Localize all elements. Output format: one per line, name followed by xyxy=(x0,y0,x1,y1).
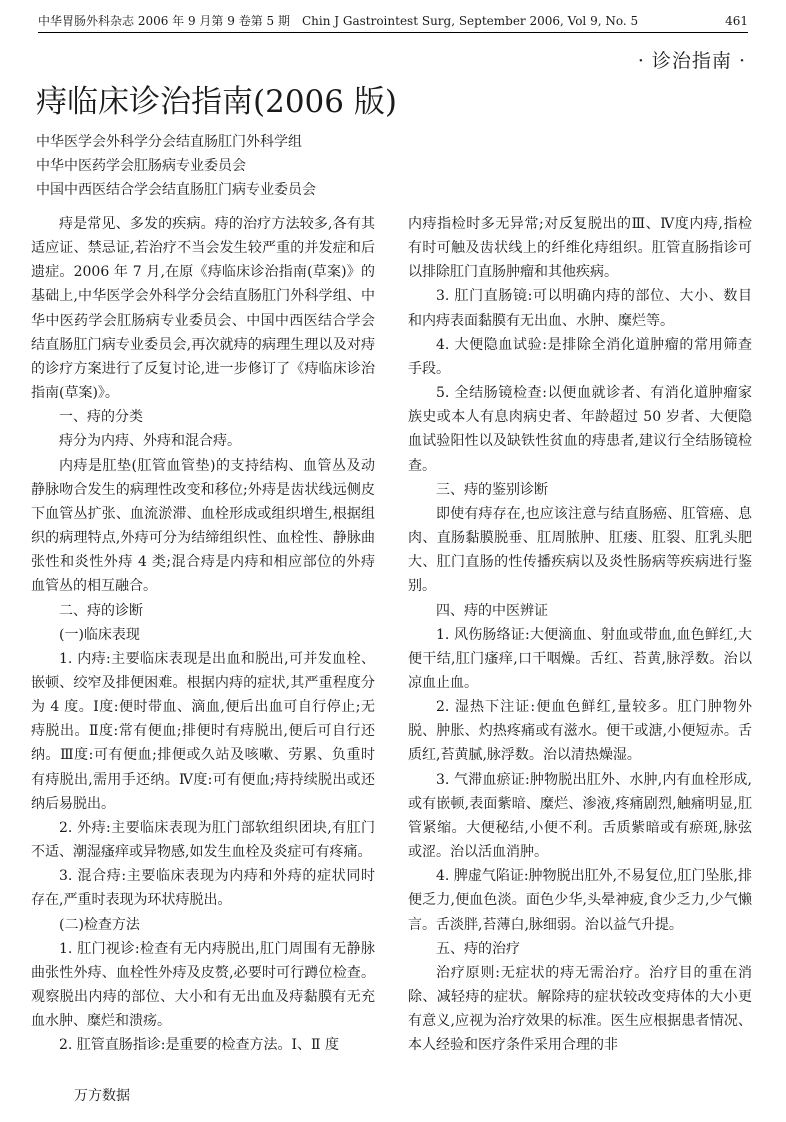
organization: 中国中西医结合学会结直肠肛门病专业委员会 xyxy=(36,182,316,198)
section-heading: 四、痔的中医辨证 xyxy=(436,602,548,619)
paragraph: 4. 脾虚气陷证:肿物脱出肛外,不易复位,肛门坠胀,排便乏力,便血色淡。面色少华,头晕神疲,食少乏力,少气懒言。舌淡胖,苔薄白,脉细弱。治以益气升提。 xyxy=(408,868,752,933)
paragraph: 4. 大便隐血试验:是排除全消化道肿瘤的常用筛查手段。 xyxy=(408,336,752,377)
journal-line: 中华胃肠外科杂志 2006 年 9 月第 9 卷第 5 期 Chin J Gastrointest Surg, September 2006, Vol 9, No. 5 xyxy=(38,14,639,28)
article-title: 痔临床诊治指南(2006 版) xyxy=(36,84,397,120)
paragraph: 5. 全结肠镜检查:以便血就诊者、有消化道肿瘤家族史或本人有息肉病史者、年龄超过 50 岁者、大便隐血试验阳性以及缺铁性贫血的痔患者,建议行全结肠镜检查。 xyxy=(408,385,752,474)
running-head xyxy=(38,10,748,33)
subsection-heading: (一)临床表现 xyxy=(59,626,140,643)
organization: 中华中医药学会肛肠病专业委员会 xyxy=(36,158,246,174)
paragraph: 痔是常见、多发的疾病。痔的治疗方法较多,各有其适应证、禁忌证,若治疗不当会发生较严重的并发症和后遗症。2006 年 7 月,在原《痔临床诊治指南(草案)》的基础上,中华医学会外科学分会结直肠肛门外科学组、中华中医药学会肛肠病专业委员会、中国中西医结合学会结直肠肛门病专业委员会,再次就痔的病理生理以及对痔的诊疗方案进行了反复讨论,进一步修订了《痔临床诊治指南(草案)》。 xyxy=(31,216,375,402)
section-heading: 二、痔的诊断 xyxy=(59,602,143,619)
paragraph: 2. 湿热下注证:便血色鲜红,量较多。肛门肿物外脱、肿胀、灼热疼痛或有滋水。便干或溏,小便短赤。舌质红,苔黄腻,脉浮数。治以清热燥湿。 xyxy=(408,699,752,764)
paragraph: 3. 肛门直肠镜:可以明确内痔的部位、大小、数目和内痔表面黏膜有无出血、水肿、糜烂等。 xyxy=(408,288,752,329)
paragraph: 2. 肛管直肠指诊:是重要的检查方法。Ⅰ、Ⅱ 度 xyxy=(59,1037,340,1054)
watermark-footer: 万方数据 xyxy=(74,1088,130,1104)
paragraph: 内痔指检时多无异常;对反复脱出的Ⅲ、Ⅳ度内痔,指检有时可触及齿状线上的纤维化痔组织。肛管直肠指诊可以排除肛门直肠肿瘤和其他疾病。 xyxy=(408,216,752,281)
organization: 中华医学会外科学分会结直肠肛门外科学组 xyxy=(36,134,302,150)
paragraph: 内痔是肛垫(肛管血管垫)的支持结构、血管丛及动静脉吻合发生的病理性改变和移位;外痔是齿状线远侧皮下血管丛扩张、血流淤滞、血栓形成或组织增生,根据组织的病理特点,外痔可分为结缔组织性、血栓性、静脉曲张性和炎性外痔 4 类;混合痔是内痔和相应部位的外痔血管丛的相互融合。 xyxy=(31,457,375,595)
left-column xyxy=(31,212,375,1057)
paragraph: 2. 外痔:主要临床表现为肛门部软组织团块,有肛门不适、潮湿瘙痒或异物感,如发生血栓及炎症可有疼痛。 xyxy=(31,819,375,861)
subsection-heading: (二)检查方法 xyxy=(59,916,140,933)
right-column xyxy=(408,212,752,1057)
paragraph: 1. 风伤肠络证:大便滴血、射血或带血,血色鲜红,大便干结,肛门瘙痒,口干咽燥。舌红、苔黄,脉浮数。治以凉血止血。 xyxy=(408,626,752,691)
section-heading: 三、痔的鉴别诊断 xyxy=(436,481,548,498)
page-number: 461 xyxy=(725,14,748,28)
paragraph: 痔分为内痔、外痔和混合痔。 xyxy=(59,433,241,450)
paragraph: 治疗原则:无症状的痔无需治疗。治疗目的重在消除、减轻痔的症状。解除痔的症状较改变痔体的大小更有意义,应视为治疗效果的标准。医生应根据患者情况、本人经验和医疗条件采用合理的非 xyxy=(408,964,752,1054)
paragraph: 3. 气滞血瘀证:肿物脱出肛外、水肿,内有血栓形成,或有嵌顿,表面紫暗、糜烂、渗液,疼痛剧烈,触痛明显,肛管紧缩。大便秘结,小便不利。舌质紫暗或有瘀斑,脉弦或涩。治以活血消肿。 xyxy=(408,771,752,861)
section-tag: · 诊治指南 · xyxy=(637,50,746,72)
section-heading: 五、痔的治疗 xyxy=(436,940,520,957)
paragraph: 1. 肛门视诊:检查有无内痔脱出,肛门周围有无静脉曲张性外痔、血栓性外痔及皮赘,必要时可行蹲位检查。观察脱出内痔的部位、大小和有无出血及痔黏膜有无充血水肿、糜烂和溃疡。 xyxy=(31,940,375,1030)
paragraph: 1. 内痔:主要临床表现是出血和脱出,可并发血栓、嵌顿、绞窄及排便困难。根据内痔的症状,其严重程度分为 4 度。Ⅰ度:便时带血、滴血,便后出血可自行停止;无痔脱出。Ⅱ度:常有便血;排便时有痔脱出,便后可自行还纳。Ⅲ度:可有便血;排便或久站及咳嗽、劳累、负重时有痔脱出,需用手还纳。Ⅳ度:可有便血;痔持续脱出或还纳后易脱出。 xyxy=(31,650,375,812)
author-organizations xyxy=(36,130,316,202)
paragraph: 即使有痔存在,也应该注意与结直肠癌、肛管癌、息肉、直肠黏膜脱垂、肛周脓肿、肛瘘、肛裂、肛乳头肥大、肛门直肠的性传播疾病以及炎性肠病等疾病进行鉴别。 xyxy=(408,505,752,595)
section-heading: 一、痔的分类 xyxy=(59,409,143,426)
paragraph: 3. 混合痔:主要临床表现为内痔和外痔的症状同时存在,严重时表现为环状痔脱出。 xyxy=(31,868,375,909)
